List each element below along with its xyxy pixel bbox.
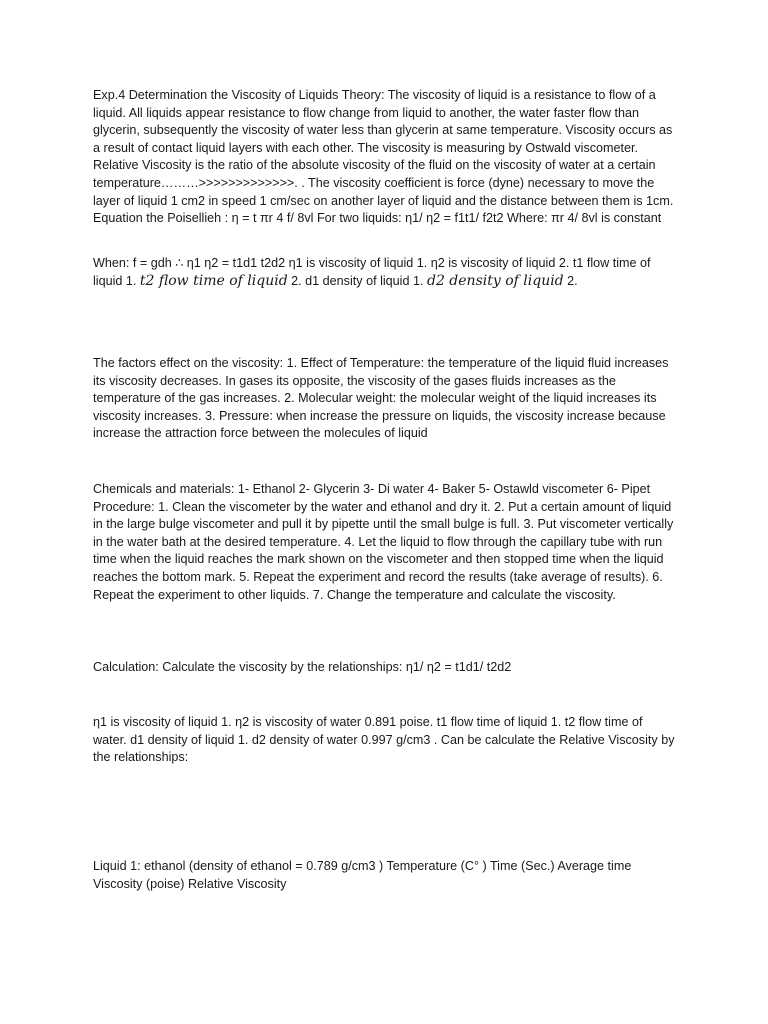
materials-procedure-paragraph: Chemicals and materials: 1- Ethanol 2- Glycerin 3- Di water 4- Baker 5- Ostawld viscometer 6- Pipet Procedure: 1. Clean the viscometer by the water and ethanol and dry it. 2. Put a certain amount of liquid in the large bulge viscometer and pull it by pipette until the small bulge is full. 3. Put viscometer vertically in the water bath at the desired temperature. 4. Let the liquid to flow through the capillary tube with run time when the liquid reaches the mark shown on the viscometer and then stopped time when the liquid reaches the bottom mark. 5. Repeat the experiment and record the results (take average of results). 6. Repeat the experiment to other liquids. 7. Change the temperature and calculate the viscosity. <box>93 482 674 602</box>
when-math-d2: d2 density of liquid <box>426 272 564 289</box>
theory-paragraph: Exp.4 Determination the Viscosity of Liquids Theory: The viscosity of liquid is a resistance to flow of a liquid. All liquids appear resistance to flow change from liquid to another, the water faster flow than glycerin, subsequently the viscosity of water less than glycerin at same temperature. Viscosity occurs as a result of contact liquid layers with each other. The viscosity is measuring by Ostwald viscometer. Relative Viscosity is the ratio of the absolute viscosity of the fluid on the viscosity of water at a certain temperature………>>>>>>>>>>>>>. . The viscosity coefficient is force (dyne) necessary to move the layer of liquid 1 cm2 in speed 1 cm/sec on another layer of liquid and the distance between them is 1cm. Equation the Poisellieh : η = t πr 4 f/ 8vl For two liquids: η1/ η2 = f1t1/ f2t2 Where: πr 4/ 8vl is constant <box>93 88 674 226</box>
when-text-3: 2. <box>563 273 578 288</box>
when-math-t2: t2 flow time of liquid <box>139 272 288 289</box>
definitions-paragraph: η1 is viscosity of liquid 1. η2 is viscosity of water 0.891 poise. t1 flow time of liquid 1. t2 flow time of water. d1 density of liquid 1. d2 density of water 0.997 g/cm3 . Can be calculate the Relative Viscosity by the relationships: <box>93 715 675 765</box>
when-paragraph <box>93 255 678 290</box>
liquid1-table-header: Liquid 1: ethanol (density of ethanol = 0.789 g/cm3 ) Temperature (C° ) Time (Sec.) Average time Viscosity (poise) Relative Viscosity <box>93 859 632 891</box>
when-text-1: When: f = gdh ∴ η1 η2 = t1d1 t2d2 η1 is viscosity of liquid 1. η2 is viscosity of liquid 2. t1 flow time of liquid 1. <box>93 256 651 288</box>
factors-paragraph: The factors effect on the viscosity: 1. Effect of Temperature: the temperature of the liquid fluid increases its viscosity decreases. In gases its opposite, the viscosity of the gases fluids increases as the temperature of the gas increases. 2. Molecular weight: the molecular weight of the liquid increases its viscosity increases. 3. Pressure: when increase the pressure on liquids, the viscosity increase because increase the attraction force between the molecules of liquid <box>93 356 669 441</box>
calculation-paragraph: Calculation: Calculate the viscosity by the relationships: η1/ η2 = t1d1/ t2d2 <box>93 660 512 674</box>
when-text-2: 2. d1 density of liquid 1. <box>287 273 427 288</box>
